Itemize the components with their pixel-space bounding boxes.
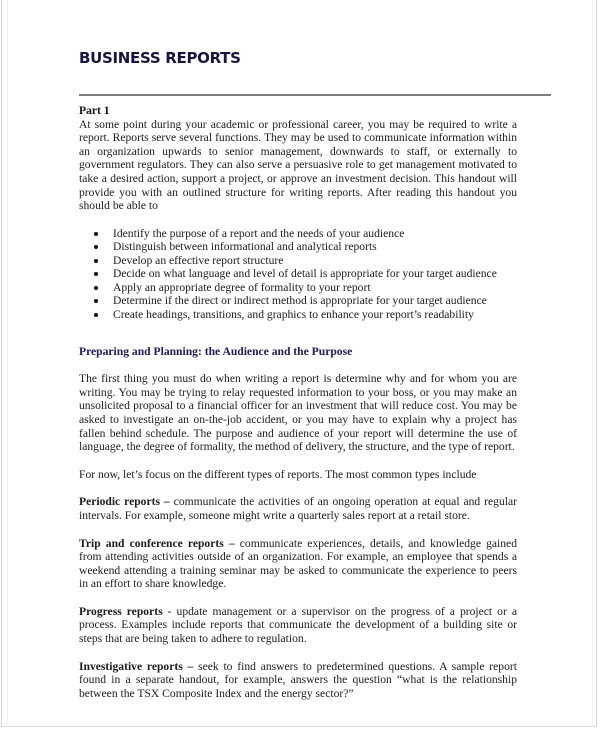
report-type-progress [79,605,517,646]
document-title: BUSINESS REPORTS [79,49,241,67]
list-item-text: Identify the purpose of a report and the needs of your audience [113,226,405,240]
learning-objectives-list [79,227,517,322]
report-types-intro: For now, let’s focus on the different types of reports. The most common types include [79,467,477,481]
bullet-icon [94,232,98,236]
bullet-icon [94,286,98,290]
report-type-description: communicate the activities of an ongoing operation at equal and regular intervals. For example, someone might write a quarterly sales report at a retail store. [79,495,517,522]
section-heading: Preparing and Planning: the Audience and the Purpose [79,344,353,358]
title-divider [79,94,551,96]
list-item [79,281,517,295]
bullet-icon [94,313,98,317]
list-item [79,240,517,254]
list-item-text: Create headings, transitions, and graphics to enhance your report’s readability [113,308,474,322]
report-type-description: - update management or a supervisor on the progress of a project or a process. Examples include reports that communicate the development of a building site or steps that are being taken to adhere to regulation. [79,604,518,646]
list-item [79,254,517,268]
report-type-term: Trip and conference reports – [79,536,235,550]
report-type-term: Investigative reports – [79,659,194,673]
list-item [79,308,517,322]
bullet-icon [94,245,98,249]
bullet-icon [94,299,98,303]
list-item-text: Distinguish between informational and analytical reports [113,240,377,254]
document-body [79,104,517,700]
bullet-icon [94,259,98,263]
part-heading: Part 1 [79,104,110,117]
list-item [79,227,517,241]
list-item-text: Develop an effective report structure [113,253,284,267]
report-type-term: Progress reports [79,604,163,618]
report-type-trip-conference [79,537,517,591]
report-type-investigative [79,660,517,701]
bullet-icon [94,272,98,276]
report-type-term: Periodic reports – [79,495,170,509]
report-type-description: communicate experiences, details, and knowledge gained from attending activities outside of an organization. For example, an employee that spends a weekend attending a training seminar may be asked to communicate the experience to peers in an effort to share knowledge. [79,536,517,591]
list-item-text: Determine if the direct or indirect method is appropriate for your target audience [113,294,487,308]
list-item-text: Decide on what language and level of detail is appropriate for your target audience [113,267,497,281]
list-item-text: Apply an appropriate degree of formality to your report [113,280,371,294]
document-page [1,0,597,727]
report-type-periodic [79,495,517,522]
list-item [79,294,517,308]
intro-paragraph: At some point during your academic or professional career, you may be required to write a report. Reports serve several functions. They may be used to communicate information within an organization upwards to senior management, downwards to staff, or externally to government regulators. They can also serve a persuasive role to get management motivated to take a desired action, support a project, or approve an investment decision. This handout will provide you with an outlined structure for writing reports. After reading this handout you should be able to [79,117,517,213]
report-type-description: seek to find answers to predetermined questions. A sample report found in a separate handout, for example, answers the question “what is the relationship between the TSX Composite Index and the energy sector?” [79,659,517,700]
audience-purpose-paragraph: The first thing you must do when writing a report is determine why and for whom you are writing. You may be trying to relay requested information to your boss, or you may make an unsolicited proposal to a financial officer for an investment that will reduce cost. You may be asked to investigate an on-the-job accident, or you may have to explain why a project has fallen behind schedule. The purpose and audience of your report will determine the use of language, the degree of formality, the method of delivery, the structure, and the type of report. [79,372,517,454]
list-item [79,267,517,281]
